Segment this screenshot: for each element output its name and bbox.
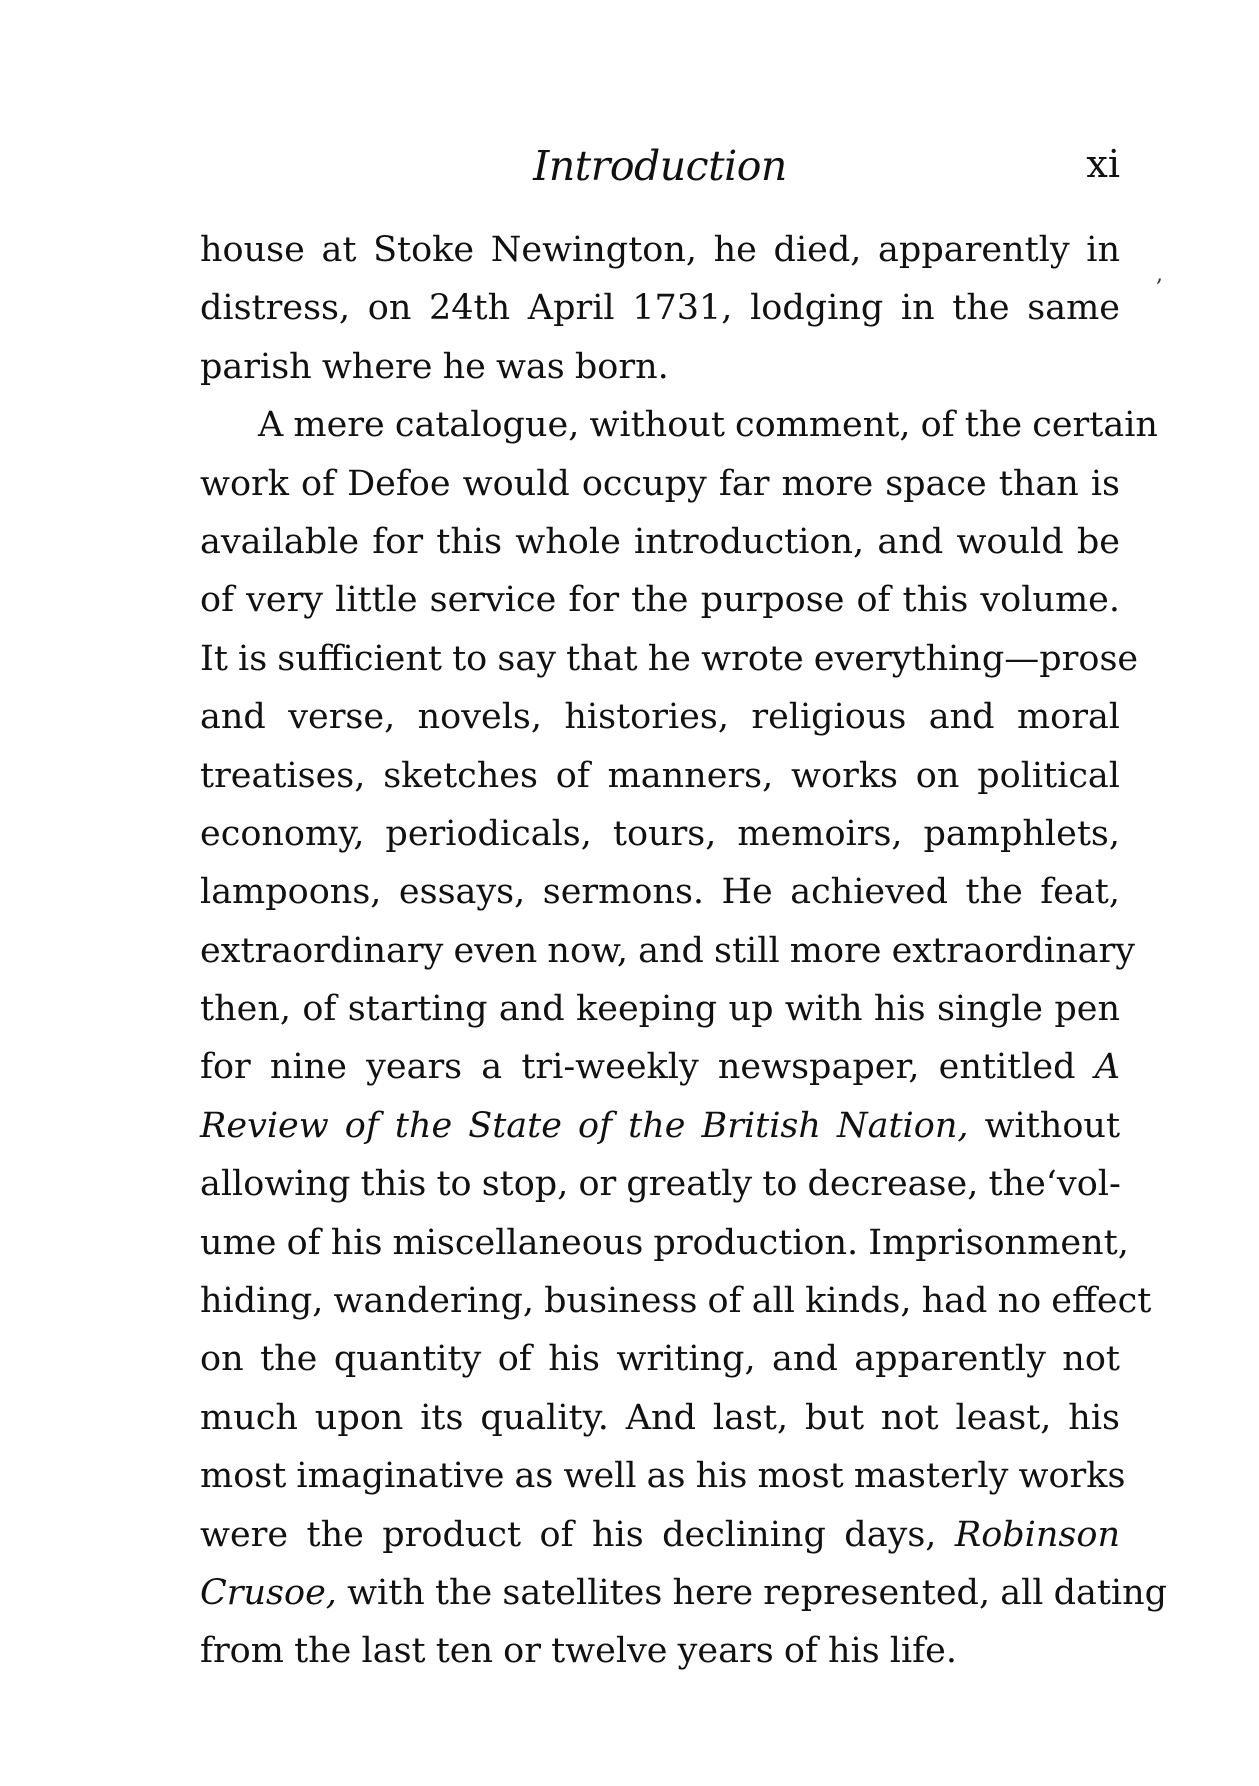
- text-line: A mere catalogue, without comment, of the certain: [258, 405, 1158, 446]
- text-line: hiding, wandering, business of all kinds, had no effect: [200, 1281, 1152, 1322]
- italic-title-fragment: Robinson: [954, 1514, 1120, 1555]
- text-line: ume of his miscellaneous production. Imprisonment,: [200, 1222, 1129, 1263]
- margin-mark: ,: [1156, 262, 1163, 287]
- text-line: extraordinary even now, and still more extraordinary: [200, 930, 1136, 971]
- text-line: then, of starting and keeping up with his single pen: [200, 989, 1120, 1030]
- text-line: work of Defoe would occupy far more space than is: [200, 463, 1120, 504]
- italic-title-fragment: A: [1094, 1047, 1120, 1088]
- text-line: allowing this to stop, or greatly to decrease, the‘vol-: [200, 1164, 1121, 1205]
- text-fragment: without: [968, 1105, 1121, 1146]
- text-line: It is sufficient to say that he wrote everything—prose: [200, 638, 1139, 679]
- text-line: lampoons, essays, sermons. He achieved the feat,: [200, 872, 1120, 913]
- text-fragment: for nine years a tri-weekly newspaper, entitled: [200, 1047, 1076, 1088]
- text-line: available for this whole introduction, and would be: [200, 521, 1120, 562]
- italic-title-fragment: Crusoe,: [200, 1572, 337, 1613]
- text-line: economy, periodicals, tours, memoirs, pamphlets,: [200, 813, 1120, 854]
- text-line: on the quantity of his writing, and apparently not: [200, 1339, 1120, 1380]
- running-title: Introduction: [533, 142, 787, 190]
- text-line: and verse, novels, histories, religious and moral: [200, 697, 1120, 738]
- text-line: [200, 1097, 1120, 1155]
- text-line: treatises, sketches of manners, works on political: [200, 755, 1120, 796]
- page-number: xi: [1086, 142, 1120, 186]
- text-line: parish where he was born.: [200, 346, 669, 387]
- text-line: much upon its quality. And last, but not least, his: [200, 1397, 1120, 1438]
- text-fragment: were the product of his declining days,: [200, 1514, 937, 1555]
- text-line: of very little service for the purpose of this volume.: [200, 580, 1120, 621]
- text-fragment: with the satellites here represented, all dating: [336, 1572, 1168, 1613]
- text-line: from the last ten or twelve years of his life.: [200, 1631, 957, 1672]
- text-line: [200, 1506, 1120, 1564]
- page-header: [200, 142, 1120, 202]
- italic-title-fragment: Review of the State of the British Nation,: [200, 1105, 969, 1146]
- text-line: most imaginative as well as his most masterly works: [200, 1456, 1126, 1497]
- text-line: [200, 1038, 1120, 1096]
- body-text: [200, 221, 1168, 1681]
- text-line: distress, on 24th April 1731, lodging in the same: [200, 288, 1120, 329]
- text-line: house at Stoke Newington, he died, apparently in: [200, 230, 1120, 270]
- text-line: [200, 1564, 1168, 1622]
